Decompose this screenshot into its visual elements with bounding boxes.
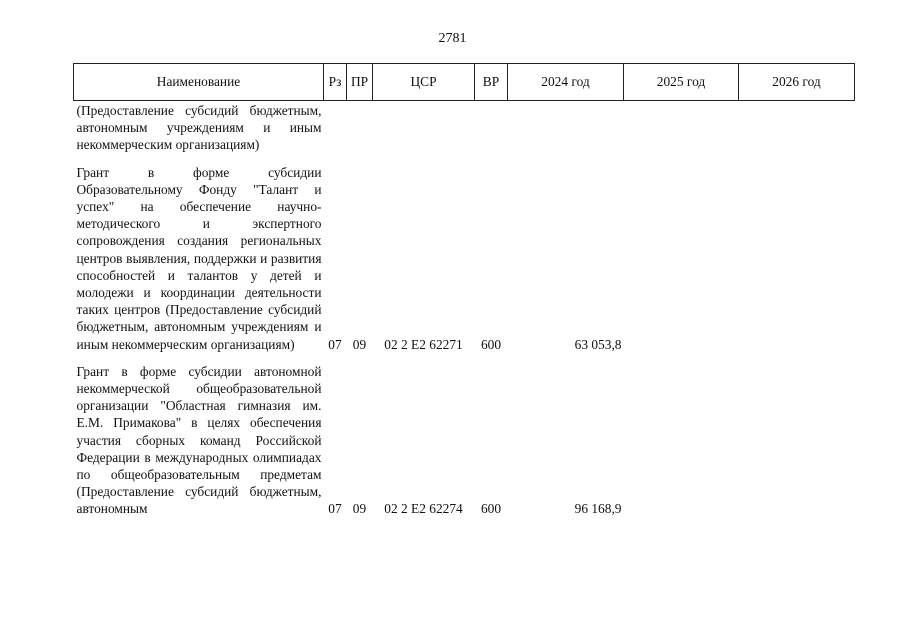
row-2024: 96 168,9 xyxy=(574,501,622,517)
header-2026: 2026 год xyxy=(739,64,855,101)
row-vr xyxy=(475,101,508,154)
row-vr: 600 xyxy=(480,336,502,352)
row-2025 xyxy=(624,353,739,518)
row-csr xyxy=(373,101,475,154)
row-2026 xyxy=(739,101,855,154)
row-2026 xyxy=(739,353,855,518)
header-name: Наименование xyxy=(74,64,324,101)
budget-table xyxy=(73,63,855,518)
header-2024: 2024 год xyxy=(508,64,624,101)
row-name: Грант в форме субсидии автономной некоммерческой общеобразовательной организации "Областная гимназия им. Е.М. Примакова" в целях обеспечения участия сборных команд Российской Федерации в международных олимпиадах по общеобразовательным предметам (Предоставление субсидий бюджетным, автономным xyxy=(76,363,322,517)
table-row xyxy=(74,353,855,518)
table-header-row xyxy=(74,64,855,101)
page-number: 2781 xyxy=(438,31,467,46)
row-rz: 07 xyxy=(328,501,342,517)
row-vr: 600 xyxy=(480,501,502,517)
row-pr: 09 xyxy=(352,501,367,517)
row-csr: 02 2 E2 62271 xyxy=(384,336,463,352)
table-row xyxy=(74,154,855,353)
row-2025 xyxy=(624,101,739,154)
row-2024: 63 053,8 xyxy=(574,336,622,352)
row-2025 xyxy=(624,154,739,353)
header-rz: Рз xyxy=(324,64,347,101)
row-rz xyxy=(324,101,347,154)
row-2026 xyxy=(739,154,855,353)
row-pr: 09 xyxy=(352,336,367,352)
header-csr: ЦСР xyxy=(373,64,475,101)
header-vr: ВР xyxy=(475,64,508,101)
header-pr: ПР xyxy=(347,64,373,101)
row-name: (Предоставление субсидий бюджетным, автономным учреждениям и иным некоммерческим организациям) xyxy=(76,103,322,153)
row-pr xyxy=(347,101,373,154)
row-rz: 07 xyxy=(328,336,342,352)
row-csr: 02 2 E2 62274 xyxy=(384,501,463,517)
row-2024 xyxy=(508,101,624,154)
table-row xyxy=(74,101,855,154)
header-2025: 2025 год xyxy=(624,64,739,101)
row-name: Грант в форме субсидии Образовательному Фонду "Талант и успех" на обеспечение научно-методического и экспертного сопровождения создания региональных центров выявления, поддержки и развития способностей и талантов у детей и молодежи и координации деятельности таких центров (Предоставление субсидий бюджетным, автономным учреждениям и иным некоммерческим организациям) xyxy=(76,164,322,352)
